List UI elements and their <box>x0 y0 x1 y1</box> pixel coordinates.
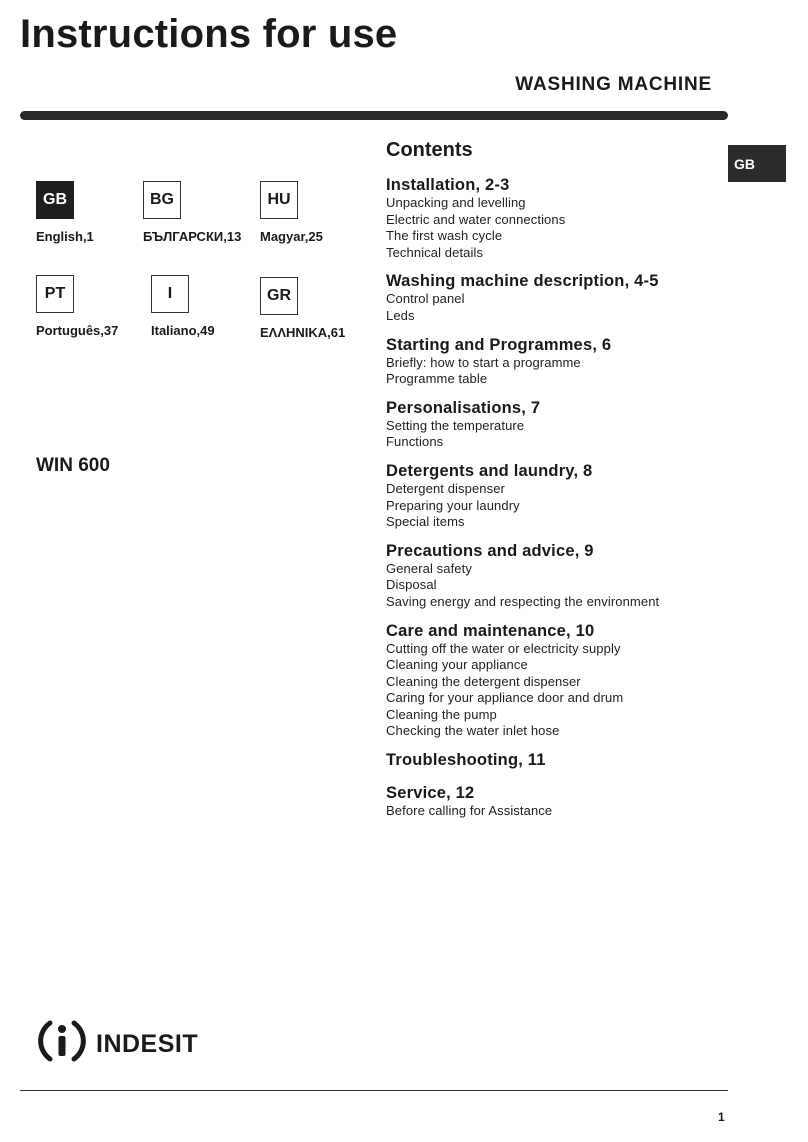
page-number: 1 <box>718 1110 725 1124</box>
toc-item[interactable]: Preparing your laundry <box>386 497 520 513</box>
language-label: English,1 <box>36 229 94 244</box>
language-code-box: GR <box>260 277 298 315</box>
toc-section-starting <box>386 335 726 388</box>
toc-heading[interactable]: Service, 12 <box>386 784 475 803</box>
toc-section-description <box>386 271 726 324</box>
language-pt[interactable] <box>36 275 119 338</box>
toc-item[interactable]: Control panel <box>386 291 465 307</box>
toc-item[interactable]: Before calling for Assistance <box>386 803 553 819</box>
toc-item[interactable]: Electric and water connections <box>386 211 566 227</box>
toc-section-service <box>386 783 726 820</box>
language-code-box: HU <box>260 181 298 219</box>
indesit-logo-icon <box>36 1015 88 1067</box>
language-code-box: I <box>151 275 189 313</box>
toc-heading[interactable]: Precautions and advice, 9 <box>386 541 594 560</box>
toc-heading[interactable]: Detergents and laundry, 8 <box>386 461 593 480</box>
toc-heading[interactable]: Personalisations, 7 <box>386 398 541 417</box>
toc-section-installation <box>386 175 726 261</box>
language-bg[interactable] <box>143 181 242 244</box>
toc-section-precautions <box>386 541 726 611</box>
toc-item[interactable]: General safety <box>386 560 472 576</box>
brand-logo <box>36 1016 198 1066</box>
toc-item[interactable]: Cleaning your appliance <box>386 657 528 673</box>
contents-title: Contents <box>386 139 473 161</box>
toc-item[interactable]: Checking the water inlet hose <box>386 723 560 739</box>
toc-item[interactable]: Saving energy and respecting the environment <box>386 593 660 609</box>
footer-divider <box>20 1090 728 1091</box>
toc-item[interactable]: Technical details <box>386 244 484 260</box>
language-label: Italiano,49 <box>151 323 215 338</box>
toc-item[interactable]: Cleaning the pump <box>386 706 497 722</box>
language-code-box: PT <box>36 275 74 313</box>
language-label: Magyar,25 <box>260 229 323 244</box>
language-label: ΕΛΛΗΝΙΚΑ,61 <box>260 325 346 340</box>
toc-item[interactable]: Cleaning the detergent dispenser <box>386 673 581 689</box>
toc-item[interactable]: The first wash cycle <box>386 228 503 244</box>
language-code-box: GB <box>36 181 74 219</box>
model-number: WIN 600 <box>36 455 110 476</box>
toc-item[interactable]: Caring for your appliance door and drum <box>386 690 624 706</box>
table-of-contents <box>386 138 726 830</box>
toc-section-detergents <box>386 461 726 531</box>
toc-heading[interactable]: Troubleshooting, 11 <box>386 751 546 770</box>
toc-heading[interactable]: Installation, 2-3 <box>386 176 510 194</box>
toc-item[interactable]: Setting the temperature <box>386 417 525 433</box>
toc-item[interactable]: Special items <box>386 514 465 530</box>
toc-heading[interactable]: Starting and Programmes, 6 <box>386 335 612 354</box>
toc-heading[interactable]: Care and maintenance, 10 <box>386 621 595 640</box>
header-divider <box>20 111 728 120</box>
toc-item[interactable]: Cutting off the water or electricity supply <box>386 640 621 656</box>
page-title: Instructions for use <box>20 12 398 56</box>
toc-item[interactable]: Detergent dispenser <box>386 480 505 496</box>
toc-section-care <box>386 621 726 741</box>
toc-heading[interactable]: Washing machine description, 4-5 <box>386 272 659 291</box>
product-type: WASHING MACHINE <box>515 74 712 95</box>
language-label: Português,37 <box>36 323 119 338</box>
toc-item[interactable]: Programme table <box>386 371 488 387</box>
toc-item[interactable]: Unpacking and levelling <box>386 195 526 210</box>
language-gr[interactable] <box>260 277 346 340</box>
toc-item[interactable]: Leds <box>386 307 415 323</box>
language-label: БЪЛГАРСКИ,13 <box>143 229 242 244</box>
toc-item[interactable]: Briefly: how to start a programme <box>386 354 581 370</box>
language-hu[interactable] <box>260 181 323 244</box>
language-code-box: BG <box>143 181 181 219</box>
language-side-tab: GB <box>728 145 786 182</box>
brand-name: indesit <box>96 1021 199 1060</box>
toc-item[interactable]: Disposal <box>386 577 437 593</box>
toc-section-troubleshooting <box>386 750 726 770</box>
language-gb[interactable] <box>36 181 94 244</box>
language-it[interactable] <box>151 275 215 338</box>
toc-section-personalisations <box>386 398 726 451</box>
toc-item[interactable]: Functions <box>386 434 444 450</box>
